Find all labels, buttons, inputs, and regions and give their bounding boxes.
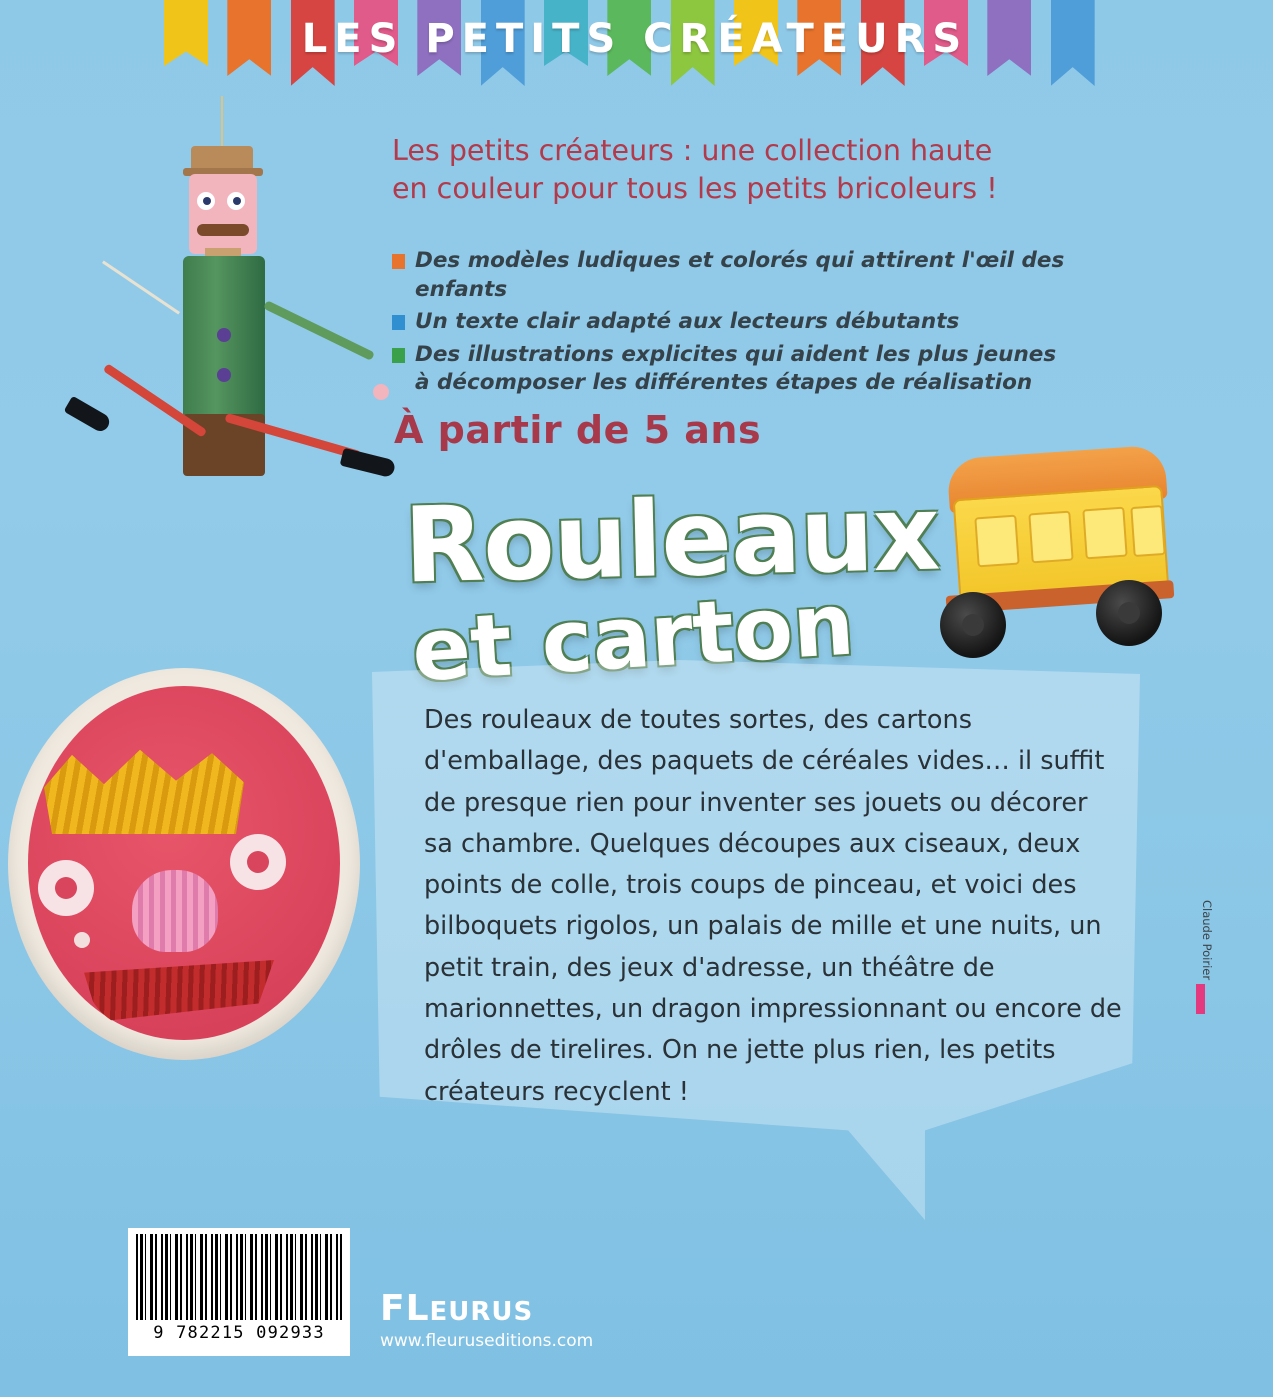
bullet-square-icon <box>392 315 405 330</box>
feature-bullet-list <box>392 247 1152 402</box>
publisher-block <box>380 1288 593 1351</box>
blurb-text: Des rouleaux de toutes sortes, des cartons d'emballage, des paquets de céréales vides… il suffit de presque rien pour inventer ses jouets ou décorer sa chambre. Quelques découpes aux ciseaux, deux points de colle, trois coups de pinceau, et voici des bilboquets rigolos, un palais de mille et une nuits, un petit train, des jeux d'adresse, un théâtre de marionnettes, un dragon impressionnant ou encore de drôles de tirelires. On ne jette plus rien, les petits créateurs recyclent ! <box>424 705 1122 1107</box>
plate-cheek-dot <box>74 932 90 948</box>
plate-nose <box>132 870 218 952</box>
figurine-arm-right <box>263 300 375 361</box>
barcode <box>128 1228 350 1356</box>
feature-bullet-label: Un texte clair adapté aux lecteurs débutants <box>415 309 960 335</box>
wagon-window-1 <box>974 515 1019 568</box>
feature-bullet-label: Des modèles ludiques et colorés qui attirent l'œil des enfants <box>415 248 1065 302</box>
figurine-moustache <box>197 224 249 236</box>
intro-line-2: en couleur pour tous les petits bricoleurs ! <box>392 172 998 206</box>
feature-bullet <box>392 308 1152 337</box>
page-subtitle: et carton <box>409 574 857 702</box>
wagon-window-4 <box>1130 505 1165 557</box>
intro-text <box>392 132 1112 208</box>
publisher-name-part2: EURUS <box>429 1297 534 1327</box>
figurine-button-1 <box>217 328 231 342</box>
figurine-string <box>221 96 223 150</box>
publisher-logo <box>380 1288 593 1329</box>
collection-title: LES PETITS CRÉATEURS <box>301 16 969 62</box>
figurine-foot-left <box>64 396 113 435</box>
feature-bullet <box>392 247 1152 304</box>
age-recommendation: À partir de 5 ans <box>394 408 762 452</box>
figurine-arm-left <box>102 261 180 315</box>
figurine-body <box>183 256 265 428</box>
bullet-square-icon <box>392 254 405 269</box>
intro-line-1: Les petits créateurs : une collection haute <box>392 134 993 167</box>
bullet-square-icon <box>392 348 405 363</box>
plate-face-photo <box>8 662 364 1076</box>
barcode-bars <box>136 1234 342 1320</box>
figurine-head <box>189 174 257 254</box>
photographer-credit <box>1196 900 1218 1040</box>
credit-name: Claude Poirier <box>1200 900 1214 981</box>
figurine-button-2 <box>217 368 231 382</box>
figurine-foot-right <box>340 448 397 479</box>
publisher-url[interactable]: www.fleuruseditions.com <box>380 1331 594 1351</box>
wagon-hub-left <box>962 614 984 636</box>
wagon-hub-right <box>1118 602 1140 624</box>
wagon-window-2 <box>1028 511 1073 564</box>
figurine-photo <box>55 96 385 496</box>
publisher-name-part1: FL <box>380 1288 430 1329</box>
figurine-hand <box>373 384 389 400</box>
plate-hair <box>44 748 244 834</box>
barcode-number: 9 782215 092933 <box>153 1323 325 1343</box>
plate-pupil-left <box>55 877 77 899</box>
banner <box>160 0 1110 100</box>
feature-bullet-label: Des illustrations explicites qui aident les plus jeunes à décomposer les différentes étapes de réalisation <box>415 341 1057 396</box>
credit-bar <box>1196 984 1205 1014</box>
figurine-pupil-right <box>233 197 241 205</box>
wagon-window-3 <box>1082 507 1127 560</box>
figurine-pupil-left <box>203 197 211 205</box>
plate-pupil-right <box>247 851 269 873</box>
wagon-photo <box>920 440 1220 680</box>
feature-bullet <box>392 341 1152 398</box>
page-title: Rouleaux <box>402 471 941 607</box>
